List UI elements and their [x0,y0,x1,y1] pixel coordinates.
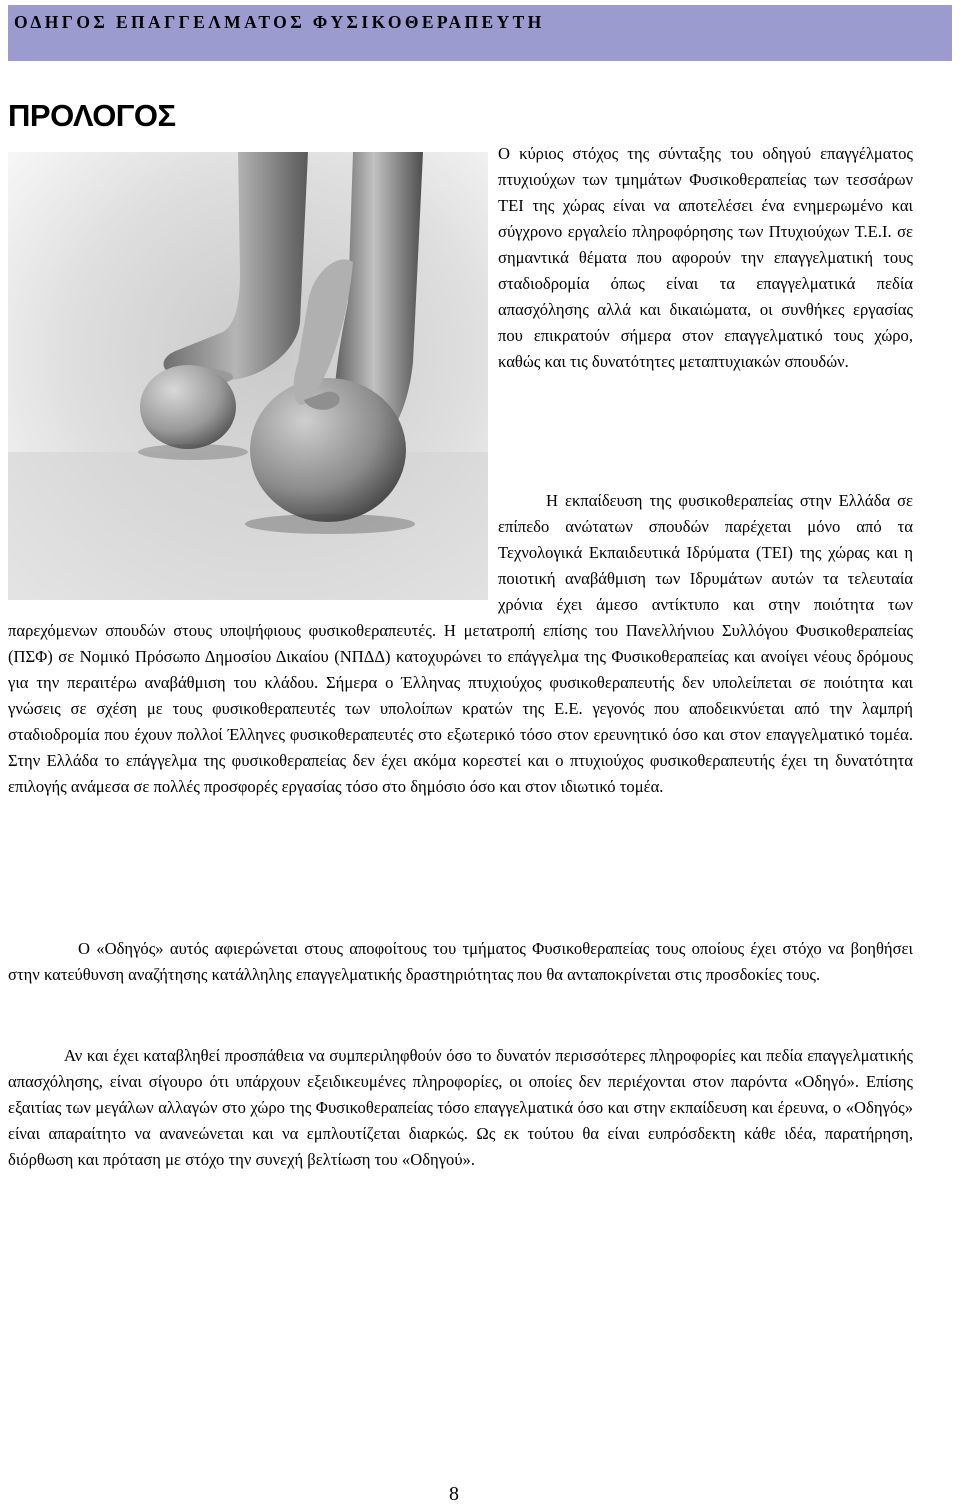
education-paragraph-container [8,488,913,800]
education-paragraph-text: Η εκπαίδευση της φυσικοθεραπείας στην Ελλάδα σε επίπεδο ανώτατων σπουδών παρέχεται μόνο από τα Τεχνολογικά Εκπαιδευτικά Ιδρύματα (ΤΕΙ) της χώρας και η ποιοτική αναβάθμιση των Ιδρυμάτων αυτών τα τελευταία χρόνια έχει άμεσο αντίκτυπο και στην ποιότητα των παρεχόμενων σπουδών στους υποψήφιους φυσικοθεραπευτές. Η μετατροπή επίσης του Πανελλήνιου Συλλόγου Φυσικοθεραπείας (ΠΣΦ) σε Νομικό Πρόσωπο Δημοσίου Δικαίου (ΝΠΔΔ) κατοχυρώνει το επάγγελμα της Φυσικοθεραπείας και ανοίγει νέους δρόμους για την περαιτέρω αναβάθμιση του κλάδου. Σήμερα ο Έλληνας πτυχιούχος φυσικοθεραπευτής δεν υπολείπεται σε ποιότητα και γνώσεις σε σχέση με τους φυσικοθεραπευτές των υπολοίπων κρατών της Ε.Ε. γεγονός που αποδεικνύεται από την λαμπρή σταδιοδρομία που έχουν πολλοί Έλληνες φυσικοθεραπευτές στο εξωτερικό τόσο στον ερευνητικό όσο και στον επαγγελματικό τομέα. Στην Ελλάδα το επάγγελμα της φυσικοθεραπείας δεν έχει ακόμα κορεστεί και ο πτυχιούχος φυσικοθεραπευτής έχει τη δυνατότητα επιλογής ανάμεσα σε πολλές προσφορές εργασίας τόσο στο δημόσιο όσο και στον ιδιωτικό τομέα. [8,491,913,796]
page-title: ΠΡΟΛΟΓΟΣ [8,98,176,133]
intro-paragraph-container [498,141,913,375]
page-number: 8 [449,1483,459,1505]
dedication-paragraph: Ο «Οδηγός» αυτός αφιερώνεται στους αποφοίτους του τμήματος Φυσικοθεραπείας τους οποίους έχει στόχο να βοηθήσει στην κατεύθυνση αναζήτησης κατάλληλης επαγγελματικής δραστηριότητας που θα ανταποκρίνεται στις προσδοκίες τους. [8,939,913,984]
closing-paragraph: Αν και έχει καταβληθεί προσπάθεια να συμπεριληφθούν όσο το δυνατόν περισσότερες πληροφορίες και πεδία επαγγελματικής απασχόλησης, είναι σίγουρο ότι υπάρχουν εξειδικευμένες πληροφορίες, οι οποίες δεν περιέχονται στον παρόντα «Οδηγό». Επίσης εξαιτίας των μεγάλων αλλαγών στο χώρο της Φυσικοθεραπείας τόσο επαγγελματικά όσο και στην εκπαίδευση και έρευνα, ο «Οδηγός» είναι απαραίτητο να ανανεώνεται και να εμπλουτίζεται διαρκώς. Ως εκ τούτου θα είναι ευπρόσδεκτη κάθε ιδέα, παρατήρηση, διόρθωση και πρόταση με στόχο την συνεχή βελτίωση του «Οδηγού». [8,1046,913,1169]
header-bar [8,5,952,61]
document-header-title: ΟΔΗΓΟΣ ΕΠΑΓΓΕΛΜΑΤΟΣ ΦΥΣΙΚΟΘΕΡΑΠΕΥΤΗ [14,12,545,32]
intro-paragraph: Ο κύριος στόχος της σύνταξης του οδηγού επαγγέλματος πτυχιούχων των τμημάτων Φυσικοθεραπείας των τεσσάρων ΤΕΙ της χώρας είναι να αποτελέσει ένα ενημερωμένο και σύγχρονο εργαλείο πληροφόρησης των Πτυχιούχων Τ.Ε.Ι. σε σημαντικά θέματα που αφορούν την επαγγελματική τους σταδιοδρομία όπως είναι τα επαγγελματικά πεδία απασχόλησης αλλά και δικαιώματα, οι συνθήκες εργασίας που επικρατούν σήμερα στον επαγγελματικό τους χώρο, καθώς και τις δυνατότητες μεταπτυχιακών σπουδών. [498,144,913,371]
image-wrap-spacer [8,488,498,616]
